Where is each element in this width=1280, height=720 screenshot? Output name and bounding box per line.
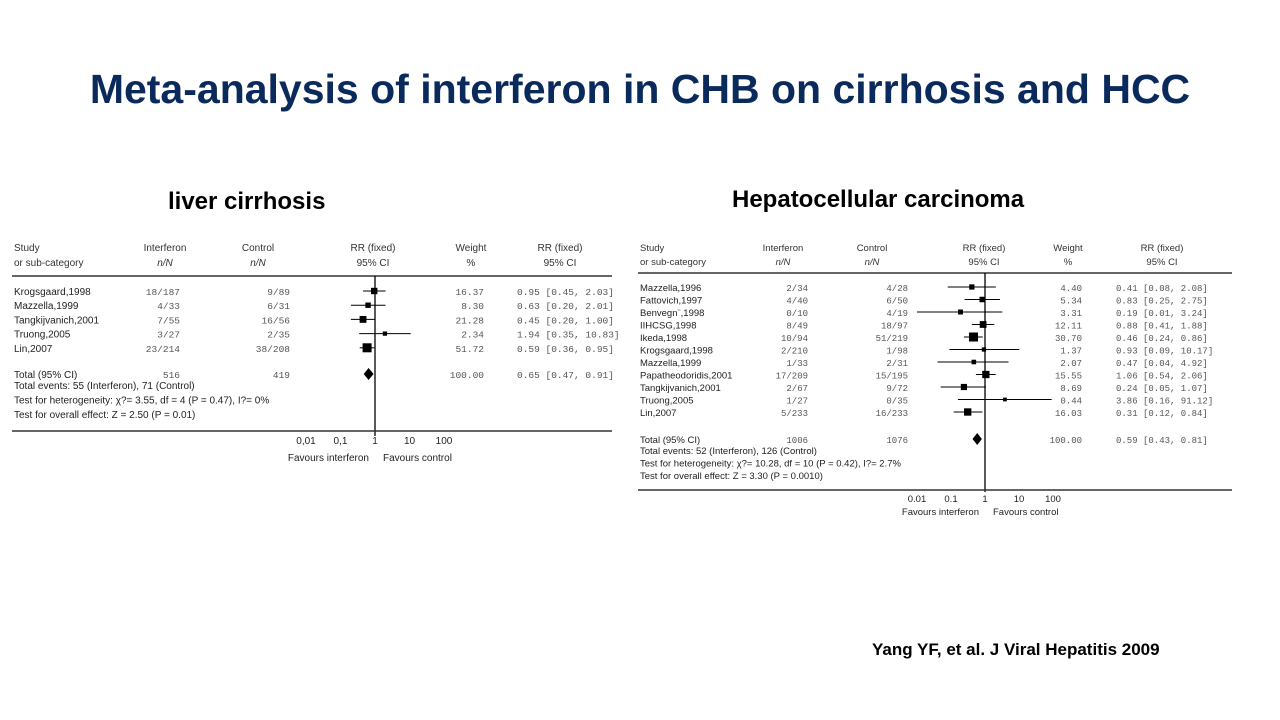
header-rr-plot-line1: RR (fixed) [962, 243, 1006, 254]
x-tick-label: 0,01 [296, 436, 316, 447]
study-rr-ci: 1.94 [0.35, 10.83] [517, 329, 620, 341]
total-interferon: 516 [162, 370, 180, 381]
x-tick-label: 0.01 [907, 494, 927, 505]
total-rr-ci: 0.65 [0.47, 0.91] [517, 370, 614, 381]
header-interferon-line2: n/N [775, 257, 791, 268]
study-rr-ci: 0.88 [0.41, 1.88] [1116, 321, 1208, 332]
control-events: 4/19 [886, 309, 908, 319]
study-weight: 2.07 [1060, 359, 1082, 369]
total-interferon: 1006 [786, 436, 808, 446]
weight-square [958, 310, 963, 315]
study-weight: 15.55 [1054, 371, 1082, 382]
control-events: 0/35 [886, 396, 908, 407]
study-name: Tangkijvanich,2001 [14, 315, 100, 327]
citation: Yang YF, et al. J Viral Hepatitis 2009 [872, 640, 1160, 659]
header-weight-line1: Weight [1053, 243, 1083, 254]
footer-stat: Test for heterogeneity: χ?= 3.55, df = 4 (P = 0.47), I?= 0% [14, 395, 270, 407]
favours-left-label: Favours interferon [901, 507, 979, 518]
study-name: Krogsgaard,1998 [640, 345, 713, 357]
interferon-events: 4/40 [786, 296, 808, 307]
study-rr-ci: 0.63 [0.20, 2.01] [517, 301, 614, 313]
x-tick-label: 10 [403, 436, 416, 447]
weight-square [982, 347, 986, 351]
total-weight: 100.00 [449, 370, 484, 381]
study-rr-ci: 0.24 [0.05, 1.07] [1116, 384, 1208, 394]
study-weight: 16.37 [455, 287, 484, 298]
control-events: 15/195 [875, 371, 908, 382]
study-name: Tangkijvanich,2001 [640, 383, 721, 394]
total-control: 419 [272, 370, 290, 381]
weight-square [961, 384, 967, 390]
pooled-diamond [364, 368, 374, 380]
study-name: Mazzella,1996 [640, 283, 702, 294]
total-weight: 100.00 [1049, 436, 1082, 446]
header-weight-line2: % [466, 258, 476, 269]
study-rr-ci: 0.46 [0.24, 0.86] [1116, 334, 1208, 344]
control-events: 1/98 [886, 346, 908, 357]
slide-title: Meta-analysis of interferon in CHB on cirrhosis and HCC [89, 66, 1191, 112]
interferon-events: 1/33 [786, 359, 808, 369]
weight-square [360, 316, 367, 323]
cirrhosis-subtitle: liver cirrhosis [168, 188, 326, 215]
weight-square [969, 284, 974, 289]
header-rr-plot-line2: 95% CI [968, 257, 1000, 268]
control-events: 2/35 [267, 329, 290, 341]
cirrhosis-forest-svg [12, 240, 620, 470]
footer-stat: Test for overall effect: Z = 2.50 (P = 0.01) [14, 410, 196, 422]
study-rr-ci: 0.47 [0.04, 4.92] [1116, 359, 1208, 369]
study-weight: 5.34 [1060, 296, 1082, 307]
header-rr-plot-line1: RR (fixed) [350, 243, 396, 254]
header-control-line1: Control [241, 243, 275, 254]
control-events: 6/31 [267, 301, 290, 313]
study-weight: 2.34 [461, 329, 484, 341]
footer-stat: Total events: 55 (Interferon), 71 (Control) [14, 381, 195, 392]
control-events: 2/31 [886, 359, 908, 369]
study-name: Fattovich,1997 [640, 295, 703, 307]
study-rr-ci: 0.41 [0.08, 2.08] [1116, 284, 1208, 294]
cirrhosis-forest-plot [12, 240, 620, 470]
weight-square [371, 288, 377, 294]
study-rr-ci: 0.93 [0.09, 10.17] [1116, 346, 1214, 357]
study-weight: 30.70 [1054, 334, 1082, 344]
header-rr-text-line2: 95% CI [1146, 257, 1178, 268]
interferon-events: 23/214 [145, 343, 180, 355]
study-name: Truong,2005 [14, 329, 71, 341]
footer-stat: Total events: 52 (Interferon), 126 (Control) [640, 446, 817, 457]
x-tick-label: 1 [372, 436, 378, 447]
study-name: IIHCSG,1998 [640, 320, 697, 332]
study-weight: 4.40 [1060, 284, 1082, 294]
study-weight: 12.11 [1054, 321, 1082, 332]
study-name: Mazzella,1999 [640, 358, 702, 369]
x-tick-label: 1 [982, 494, 988, 505]
weight-square [365, 302, 370, 307]
weight-square [980, 321, 987, 328]
study-rr-ci: 0.45 [0.20, 1.00] [517, 315, 614, 327]
favours-right-label: Favours control [993, 507, 1059, 518]
weight-square [363, 343, 372, 352]
weight-square [383, 331, 387, 335]
study-weight: 1.37 [1060, 346, 1082, 357]
control-events: 16/56 [261, 315, 290, 327]
header-study-line2: or sub-category [14, 258, 84, 269]
header-weight-line2: % [1063, 257, 1073, 268]
weight-square [972, 360, 977, 365]
pooled-diamond [973, 433, 982, 445]
study-rr-ci: 0.59 [0.36, 0.95] [517, 343, 614, 355]
interferon-events: 0/10 [786, 309, 808, 319]
control-events: 51/219 [875, 334, 908, 344]
header-study-line2: or sub-category [640, 257, 707, 268]
header-control-line1: Control [856, 243, 888, 254]
hcc-subtitle: Hepatocellular carcinoma [732, 186, 1025, 213]
weight-square [964, 408, 971, 415]
study-rr-ci: 1.06 [0.54, 2.06] [1116, 371, 1208, 382]
control-events: 9/72 [886, 384, 908, 394]
study-weight: 8.69 [1060, 384, 1082, 394]
study-weight: 3.31 [1060, 309, 1082, 319]
study-name: Ikeda,1998 [640, 333, 688, 344]
header-rr-text-line1: RR (fixed) [1140, 243, 1184, 254]
interferon-events: 2/210 [780, 346, 808, 357]
hcc-forest-plot [638, 240, 1234, 525]
footer-stat: Test for overall effect: Z = 3.30 (P = 0.0010) [640, 471, 823, 483]
control-events: 38/208 [255, 343, 290, 355]
study-weight: 0.44 [1060, 396, 1082, 407]
weight-square [969, 333, 978, 342]
study-name: Lin,2007 [14, 343, 53, 355]
study-rr-ci: 0.95 [0.45, 2.03] [517, 287, 614, 298]
header-rr-plot-line2: 95% CI [356, 258, 390, 269]
interferon-events: 3/27 [157, 329, 180, 341]
x-tick-label: 0.1 [944, 494, 958, 505]
control-events: 18/97 [880, 321, 908, 332]
study-name: Papatheodoridis,2001 [640, 370, 733, 382]
study-rr-ci: 0.31 [0.12, 0.84] [1116, 409, 1208, 419]
favours-right-label: Favours control [383, 453, 452, 464]
study-name: Krogsgaard,1998 [14, 287, 91, 298]
interferon-events: 8/49 [786, 321, 808, 332]
total-rr-ci: 0.59 [0.43, 0.81] [1116, 436, 1208, 446]
header-study-line1: Study [14, 243, 40, 254]
study-weight: 8.30 [461, 301, 484, 313]
x-tick-label: 100 [435, 436, 453, 447]
study-name: Benvegn¨,1998 [640, 308, 705, 319]
interferon-events: 10/94 [780, 334, 808, 344]
control-events: 6/50 [886, 296, 908, 307]
header-interferon-line1: Interferon [762, 243, 804, 254]
header-interferon-line2: n/N [157, 258, 173, 269]
study-weight: 21.28 [455, 315, 484, 327]
weight-square [979, 297, 985, 303]
study-weight: 51.72 [455, 343, 484, 355]
interferon-events: 1/27 [786, 396, 808, 407]
interferon-events: 18/187 [145, 287, 180, 298]
study-name: Mazzella,1999 [14, 301, 79, 313]
header-weight-line1: Weight [455, 243, 487, 254]
control-events: 9/89 [267, 287, 290, 298]
interferon-events: 4/33 [157, 301, 180, 313]
favours-left-label: Favours interferon [287, 453, 369, 464]
interferon-events: 5/233 [780, 409, 808, 419]
x-tick-label: 100 [1045, 494, 1061, 505]
hcc-forest-svg [638, 240, 1234, 525]
study-rr-ci: 0.19 [0.01, 3.24] [1116, 309, 1208, 319]
weight-square [982, 371, 989, 378]
interferon-events: 2/34 [786, 284, 808, 294]
interferon-events: 17/209 [775, 371, 808, 382]
total-label: Total (95% CI) [14, 370, 78, 381]
header-control-line2: n/N [864, 257, 880, 268]
header-study-line1: Study [640, 243, 665, 254]
study-rr-ci: 3.86 [0.16, 91.12] [1116, 396, 1214, 407]
study-name: Lin,2007 [640, 408, 677, 419]
control-events: 4/28 [886, 284, 908, 294]
control-events: 16/233 [875, 409, 908, 419]
x-tick-label: 10 [1013, 494, 1025, 505]
interferon-events: 2/67 [786, 384, 808, 394]
footer-stat: Test for heterogeneity: χ?= 10.28, df = 10 (P = 0.42), I?= 2.7% [640, 458, 901, 470]
interferon-events: 7/55 [157, 315, 180, 327]
header-interferon-line1: Interferon [143, 243, 187, 254]
study-name: Truong,2005 [640, 395, 694, 407]
study-weight: 16.03 [1054, 409, 1082, 419]
study-rr-ci: 0.83 [0.25, 2.75] [1116, 296, 1208, 307]
total-control: 1076 [886, 436, 908, 446]
x-tick-label: 0,1 [333, 436, 348, 447]
header-rr-text-line2: 95% CI [543, 258, 577, 269]
header-control-line2: n/N [250, 258, 266, 269]
total-label: Total (95% CI) [640, 435, 701, 446]
header-rr-text-line1: RR (fixed) [537, 243, 583, 254]
weight-square [1003, 398, 1007, 402]
